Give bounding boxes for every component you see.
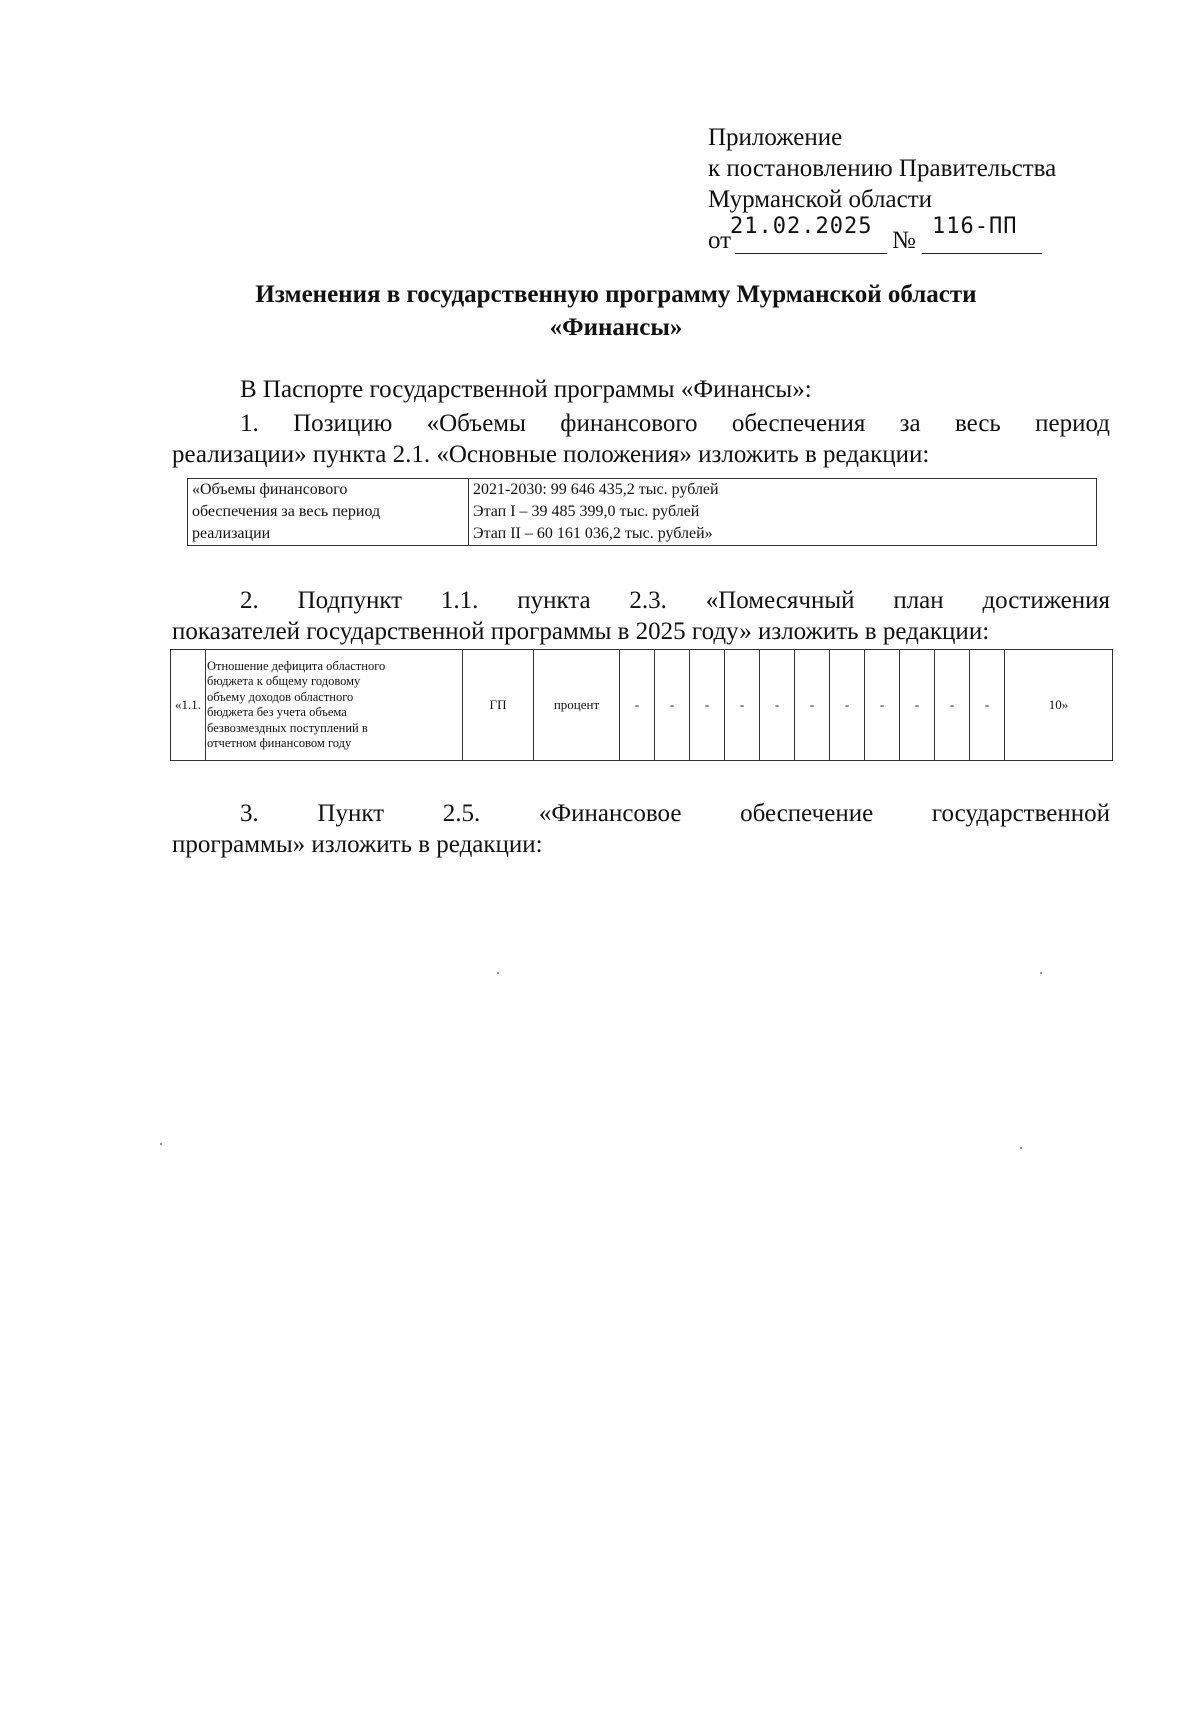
cell-text: объему доходов областного [207, 689, 354, 704]
item-1-line-2: реализации» пункта 2.1. «Основные положения» изложить в редакции: [172, 441, 930, 468]
month-cell: - [760, 650, 795, 761]
cell-text: реализации [192, 525, 271, 542]
table-row [188, 479, 1097, 546]
month-cell: - [795, 650, 830, 761]
scan-speck [497, 972, 499, 974]
item-2-line-2: показателей государственной программы в 2025 году» изложить в редакции: [172, 618, 990, 645]
scan-speck [1040, 972, 1042, 974]
date-stamp: 21.02.2025 [730, 214, 873, 239]
resolution-line: к постановлению Правительства [708, 155, 1057, 182]
date-number-line [708, 214, 1056, 254]
cell-text: бюджета без учета объема [207, 705, 347, 719]
row-index: «1.1. [171, 650, 206, 761]
date-underline [735, 253, 887, 254]
table-cell [188, 479, 469, 546]
month-cell: - [900, 650, 935, 761]
item-3-line-2: программы» изложить в редакции: [172, 831, 543, 858]
month-cell: - [725, 650, 760, 761]
table-row [171, 650, 1113, 761]
document-title [172, 278, 1060, 344]
month-cell: - [620, 650, 655, 761]
title-line-1: Изменения в государственную программу Мурманской области [255, 281, 977, 308]
appendix-label: Приложение [708, 124, 843, 151]
region-line: Мурманской области [708, 186, 933, 213]
date-prefix: от [708, 227, 732, 254]
item-2-line-1: 2. Подпункт 1.1. пункта 2.3. «Помесячный план достижения [240, 587, 1110, 614]
cell-text: Отношение дефицита областного [207, 658, 386, 673]
month-cell: - [830, 650, 865, 761]
cell-text: обеспечения за весь период [192, 503, 381, 520]
intro-text: В Паспорте государственной программы «Финансы»: [240, 376, 812, 403]
item-3-line-1: 3. Пункт 2.5. «Финансовое обеспечение государственной [240, 800, 1110, 827]
scan-speck [160, 1143, 162, 1145]
cell-text: 2021-2030: 99 646 435,2 тыс. рублей [473, 481, 719, 498]
item-2-paragraph [172, 585, 1110, 647]
number-sign: № [892, 227, 916, 254]
level-cell: ГП [463, 650, 534, 761]
financing-volume-table [187, 478, 1097, 546]
cell-text: отчетном финансовом году [207, 736, 352, 750]
table-cell [469, 479, 1097, 546]
cell-text: «Объемы финансового [192, 481, 348, 498]
item-1-paragraph [172, 408, 1110, 470]
item-1-line-1: 1. Позицию «Объемы финансового обеспечения за весь период [240, 410, 1110, 437]
cell-text: безвозмездных поступлений в [207, 720, 368, 735]
unit-cell: процент [534, 650, 620, 761]
appendix-block [708, 122, 1057, 254]
month-cell: - [935, 650, 970, 761]
month-cell: - [970, 650, 1005, 761]
scan-speck [1020, 1147, 1022, 1149]
title-line-2: «Финансы» [549, 314, 683, 341]
number-underline [922, 253, 1042, 254]
monthly-plan-table [170, 649, 1113, 761]
number-stamp: 116-ПП [932, 214, 1018, 239]
final-value-cell: 10» [1005, 650, 1113, 761]
cell-text: Этап I – 39 485 399,0 тыс. рублей [473, 503, 700, 520]
intro-paragraph [172, 374, 1110, 405]
month-cell: - [690, 650, 725, 761]
cell-text: Этап II – 60 161 036,2 тыс. рублей» [473, 525, 713, 542]
month-cell: - [865, 650, 900, 761]
item-3-paragraph [172, 798, 1110, 860]
cell-text: бюджета к общему годовому [207, 674, 361, 688]
indicator-description [206, 650, 463, 761]
month-cell: - [655, 650, 690, 761]
